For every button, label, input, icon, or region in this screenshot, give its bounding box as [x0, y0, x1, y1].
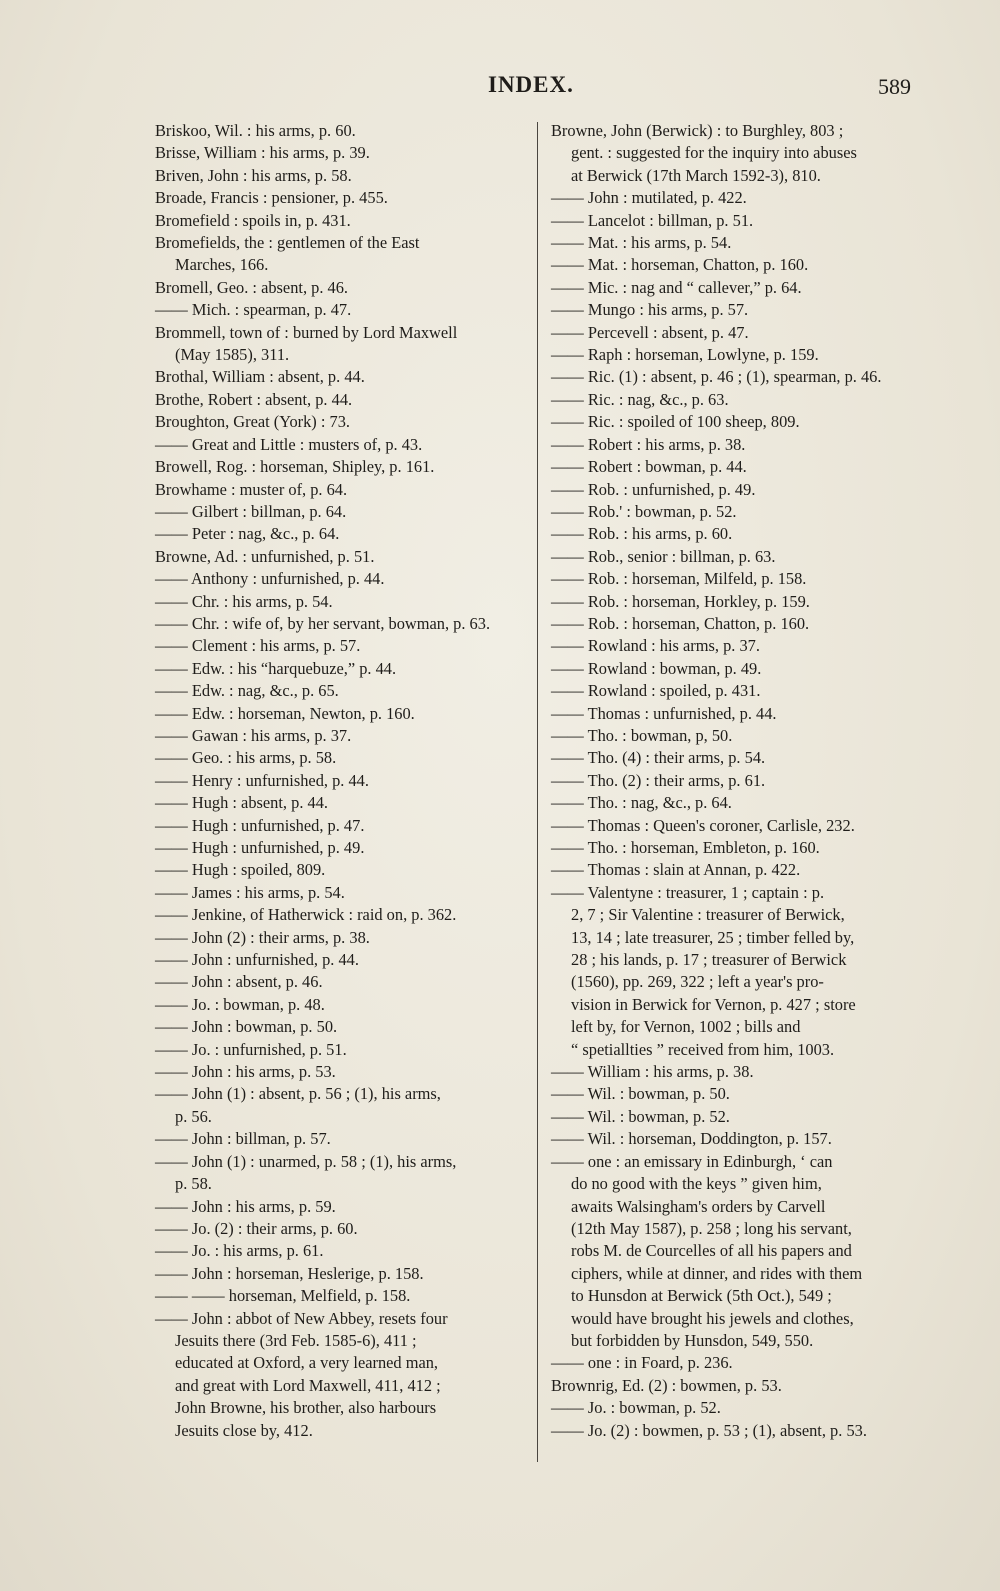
index-entry-line: —— Tho. (2) : their arms, p. 61.	[551, 770, 766, 790]
index-entry-line: —— Jo. : his arms, p. 61.	[155, 1241, 324, 1261]
index-entry-line: —— Wil. : bowman, p. 52.	[551, 1106, 730, 1126]
index-entry-line: —— Hugh : unfurnished, p. 49.	[155, 838, 365, 857]
index-entry-line: Bromefields, the : gentlemen of the East	[155, 233, 420, 253]
index-entry-line: —— Edw. : nag, &c., p. 65.	[155, 681, 339, 701]
index-entry-line: —— one : an emissary in Edinburgh, ‘ can	[551, 1151, 833, 1171]
page-number: 589	[878, 74, 911, 99]
index-entry-line: Briven, John : his arms, p. 58.	[155, 165, 352, 185]
index-entry-line: 28 ; his lands, p. 17 ; treasurer of Berwick	[571, 950, 847, 970]
index-entry-line: —— Wil. : horseman, Doddington, p. 157.	[551, 1129, 832, 1149]
index-entry-line: ciphers, while at dinner, and rides with them	[571, 1263, 863, 1283]
index-entry-line: Brothe, Robert : absent, p. 44.	[155, 389, 353, 409]
index-entry-line: 13, 14 ; late treasurer, 25 ; timber felled by,	[571, 927, 855, 947]
index-entry-line: —— Great and Little : musters of, p. 43.	[155, 434, 423, 454]
index-entry-line: “ spetiallties ” received from him, 1003.	[571, 1039, 835, 1059]
index-entry-line: —— Hugh : unfurnished, p. 47.	[155, 815, 365, 835]
index-entry-line: Brothal, William : absent, p. 44.	[155, 367, 365, 387]
page-header	[0, 72, 1000, 112]
index-entry-line: —— Peter : nag, &c., p. 64.	[155, 524, 340, 544]
index-entry-line: —— Percevell : absent, p. 47.	[551, 322, 749, 342]
index-entry-line: —— Ric. : nag, &c., p. 63.	[551, 389, 729, 409]
index-entry-line: —— John (2) : their arms, p. 38.	[155, 927, 370, 947]
index-entry-line: —— Rob., senior : billman, p. 63.	[551, 546, 776, 566]
index-entry-line: Bromefield : spoils in, p. 431.	[155, 210, 351, 230]
index-entry-line: —— Rowland : spoiled, p. 431.	[551, 681, 761, 701]
index-entry-line: would have brought his jewels and clothes,	[571, 1308, 854, 1328]
index-entry-line: —— Hugh : spoiled, 809.	[155, 860, 326, 880]
index-entry-line: Brownrig, Ed. (2) : bowmen, p. 53.	[551, 1375, 782, 1395]
index-entry-line: —— Edw. : horseman, Newton, p. 160.	[155, 703, 415, 723]
index-entry-line: —— John : his arms, p. 59.	[155, 1196, 336, 1216]
index-entry-line: —— Wil. : bowman, p. 50.	[551, 1084, 730, 1104]
index-entry-line: —— Robert : his arms, p. 38.	[551, 434, 746, 454]
index-entry-line: —— Mic. : nag and “ callever,” p. 64.	[551, 277, 802, 297]
index-entry-line: —— Jo. : unfurnished, p. 51.	[155, 1039, 347, 1059]
index-entry-line: awaits Walsingham's orders by Carvell	[571, 1196, 826, 1216]
index-entry-line: —— Rob. : his arms, p. 60.	[551, 524, 733, 544]
index-entry-line: (12th May 1587), p. 258 ; long his servant,	[571, 1218, 852, 1238]
index-entry-line: Browne, John (Berwick) : to Burghley, 803 ;	[551, 121, 844, 140]
index-entry-line: Marches, 166.	[175, 255, 269, 275]
index-entry-line: Browne, Ad. : unfurnished, p. 51.	[155, 546, 375, 566]
index-entry-line: —— Rowland : bowman, p. 49.	[551, 658, 762, 678]
index-entry-line: —— Anthony : unfurnished, p. 44.	[155, 569, 385, 589]
index-entry-line: —— Rob.' : bowman, p. 52.	[551, 501, 737, 521]
index-entry-line: Bromell, Geo. : absent, p. 46.	[155, 277, 349, 297]
index-entry-line: —— Valentyne : treasurer, 1 ; captain : p.	[551, 882, 825, 902]
index-entry-line: Broade, Francis : pensioner, p. 455.	[155, 188, 388, 208]
index-entry-line: —— William : his arms, p. 38.	[551, 1062, 754, 1082]
index-entry-line: do no good with the keys ” given him,	[571, 1174, 822, 1194]
index-entry-line: —— John : absent, p. 46.	[155, 972, 323, 992]
index-entry-line: —— John : his arms, p. 53.	[155, 1062, 336, 1082]
index-entry-line: —— Robert : bowman, p. 44.	[551, 457, 747, 477]
index-entry-line: —— Jo. : bowman, p. 52.	[551, 1398, 721, 1418]
index-entry-line: —— Edw. : his “harquebuze,” p. 44.	[155, 658, 397, 678]
index-entry-line: —— Ric. (1) : absent, p. 46 ; (1), spearman, p. 46.	[551, 367, 882, 387]
index-entry-line: to Hunsdon at Berwick (5th Oct.), 549 ;	[571, 1286, 832, 1306]
index-entry-line: —— John : bowman, p. 50.	[155, 1017, 338, 1037]
index-entry-line: —— one : in Foard, p. 236.	[551, 1353, 733, 1373]
index-entry-line: gent. : suggested for the inquiry into abuses	[571, 143, 857, 163]
index-entry-line: but forbidden by Hunsdon, 549, 550.	[571, 1330, 814, 1350]
index-entry-line: Briskoo, Wil. : his arms, p. 60.	[155, 121, 356, 140]
index-entry-line: —— Mat. : horseman, Chatton, p. 160.	[551, 255, 809, 275]
index-entry-line: —— Geo. : his arms, p. 58.	[155, 748, 337, 768]
index-entry-line: —— John (1) : unarmed, p. 58 ; (1), his arms,	[155, 1151, 457, 1171]
index-entry-line: —— —— horseman, Melfield, p. 158.	[155, 1286, 411, 1306]
index-entry-line: —— John : mutilated, p. 422.	[551, 188, 747, 208]
index-entry-line: —— Hugh : absent, p. 44.	[155, 793, 328, 813]
index-entry-line: —— Tho. : bowman, p, 50.	[551, 725, 733, 745]
index-entry-line: and great with Lord Maxwell, 411, 412 ;	[175, 1375, 441, 1395]
index-entry-line: —— Rob. : horseman, Horkley, p. 159.	[551, 591, 810, 611]
index-entry-line: left by, for Vernon, 1002 ; bills and	[571, 1017, 801, 1037]
index-entry-line: —— Tho. (4) : their arms, p. 54.	[551, 748, 766, 768]
index-entry-line: Jesuits close by, 412.	[175, 1420, 313, 1440]
index-entry-line: —— Gilbert : billman, p. 64.	[155, 501, 347, 521]
page-title: INDEX.	[488, 72, 574, 97]
index-entry-line: Browell, Rog. : horseman, Shipley, p. 161.	[155, 457, 435, 477]
index-entry-line: —— John : horseman, Heslerige, p. 158.	[155, 1263, 424, 1283]
index-entry-line: —— Mat. : his arms, p. 54.	[551, 233, 732, 253]
index-entry-line: p. 56.	[175, 1106, 212, 1126]
index-entry-line: —— Jo. (2) : their arms, p. 60.	[155, 1218, 358, 1238]
index-entry-line: Broughton, Great (York) : 73.	[155, 412, 351, 432]
index-entry-line: —— Jo. (2) : bowmen, p. 53 ; (1), absent, p. 53.	[551, 1420, 867, 1440]
index-entry-line: —— Thomas : unfurnished, p. 44.	[551, 703, 777, 723]
index-entry-line: p. 58.	[175, 1174, 212, 1194]
index-entry-line: John Browne, his brother, also harbours	[175, 1398, 437, 1418]
index-entry-line: —— Chr. : his arms, p. 54.	[155, 591, 333, 611]
index-entry-line: —— Mich. : spearman, p. 47.	[155, 300, 352, 320]
index-entry-line: Brisse, William : his arms, p. 39.	[155, 143, 370, 163]
index-entry-line: educated at Oxford, a very learned man,	[175, 1353, 439, 1373]
index-entry-line: Jesuits there (3rd Feb. 1585-6), 411 ;	[175, 1330, 417, 1350]
index-entry-line: —— Tho. : nag, &c., p. 64.	[551, 793, 732, 813]
index-entry-line: Brommell, town of : burned by Lord Maxwell	[155, 322, 458, 342]
index-entry-line: 2, 7 ; Sir Valentine : treasurer of Berwick,	[571, 905, 845, 925]
index-entry-line: —— Rob. : horseman, Milfeld, p. 158.	[551, 569, 807, 589]
index-entry-line: —— Jenkine, of Hatherwick : raid on, p. 362.	[155, 905, 457, 925]
index-entry-line: —— Raph : horseman, Lowlyne, p. 159.	[551, 345, 819, 365]
index-entry-line: —— Jo. : bowman, p. 48.	[155, 994, 325, 1014]
index-entry-line: Browhame : muster of, p. 64.	[155, 479, 348, 499]
right-column	[551, 120, 916, 1442]
index-entry-line: —— Clement : his arms, p. 57.	[155, 636, 361, 656]
index-entry-line: —— Rowland : his arms, p. 37.	[551, 636, 760, 656]
index-entry-line: —— John (1) : absent, p. 56 ; (1), his arms,	[155, 1084, 441, 1104]
index-entry-line: —— John : unfurnished, p. 44.	[155, 950, 359, 970]
index-entry-line: vision in Berwick for Vernon, p. 427 ; store	[571, 994, 856, 1014]
index-entry-line: —— Rob. : unfurnished, p. 49.	[551, 479, 756, 499]
index-entry-line: —— Lancelot : billman, p. 51.	[551, 210, 754, 230]
index-entry-line: —— Henry : unfurnished, p. 44.	[155, 770, 369, 790]
index-entry-line: —— John : billman, p. 57.	[155, 1129, 331, 1149]
index-entry-line: —— John : abbot of New Abbey, resets four	[155, 1308, 448, 1328]
index-entry-line: —— Chr. : wife of, by her servant, bowman, p. 63.	[155, 613, 491, 633]
index-entry-line: at Berwick (17th March 1592-3), 810.	[571, 165, 821, 185]
index-entry-line: —— Ric. : spoiled of 100 sheep, 809.	[551, 412, 800, 432]
index-entry-line: —— Thomas : slain at Annan, p. 422.	[551, 860, 801, 880]
index-entry-line: robs M. de Courcelles of all his papers and	[571, 1241, 852, 1261]
index-entry-line: (1560), pp. 269, 322 ; left a year's pro-	[571, 972, 824, 992]
index-entry-line: —— Gawan : his arms, p. 37.	[155, 725, 352, 745]
index-entry-line: (May 1585), 311.	[175, 345, 290, 365]
index-entry-line: —— Tho. : horseman, Embleton, p. 160.	[551, 838, 820, 857]
index-entry-line: —— Rob. : horseman, Chatton, p. 160.	[551, 613, 810, 633]
index-entry-line: —— Mungo : his arms, p. 57.	[551, 300, 749, 320]
left-column	[155, 120, 525, 1442]
column-divider	[537, 122, 538, 1462]
index-entry-line: —— James : his arms, p. 54.	[155, 882, 345, 902]
index-entry-line: —— Thomas : Queen's coroner, Carlisle, 232.	[551, 815, 855, 835]
